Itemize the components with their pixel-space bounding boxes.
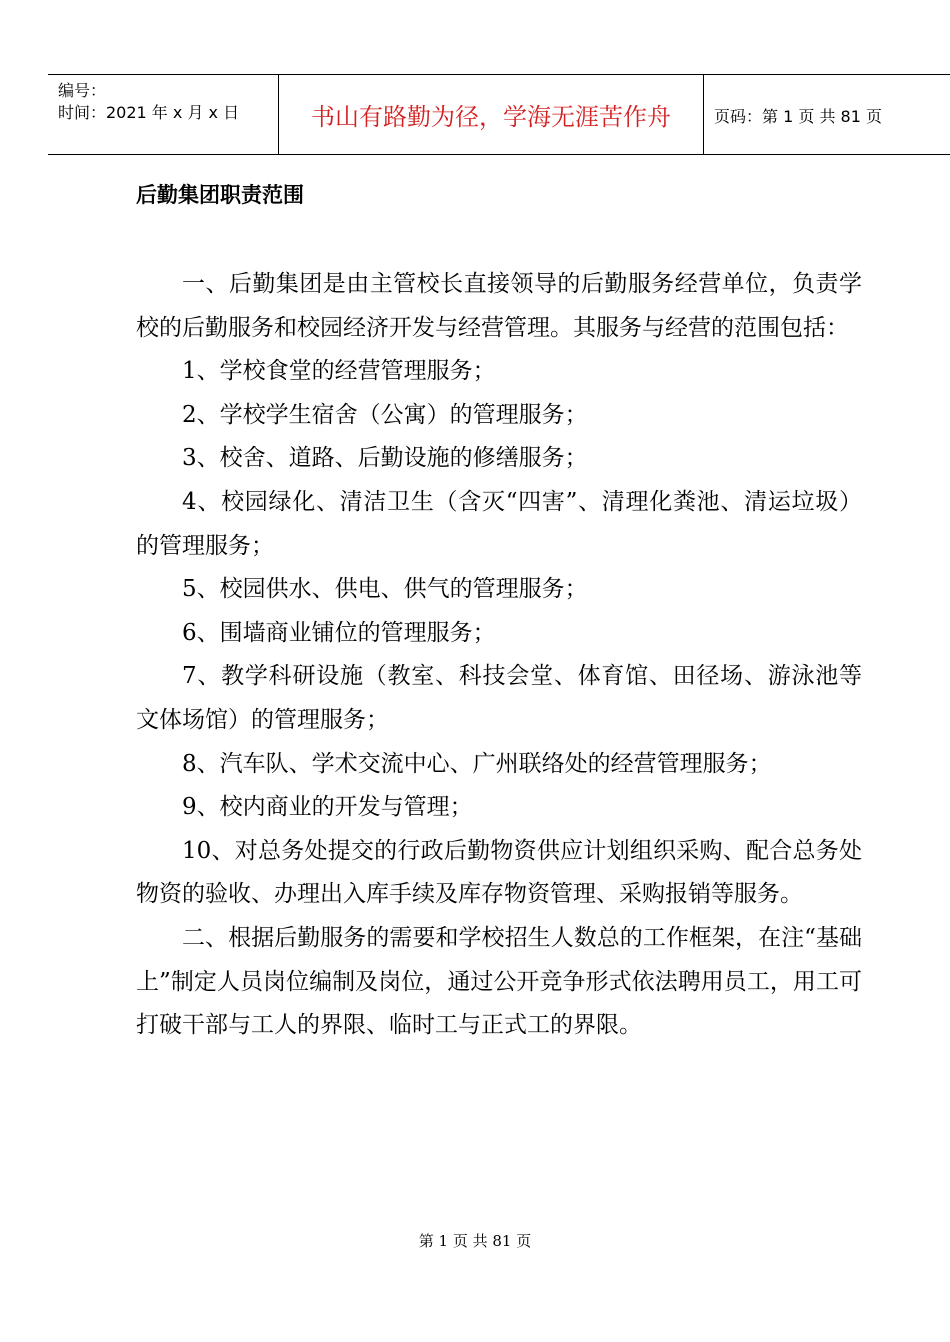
paragraph-intro: 一、后勤集团是由主管校长直接领导的后勤服务经营单位，负责学校的后勤服务和校园经济开发与经营管理。其服务与经营的范围包括： xyxy=(136,271,862,341)
header-motto-cell xyxy=(278,75,704,154)
paragraph-item-8: 8、汽车队、学术交流中心、广州联络处的经营管理服务； xyxy=(182,750,772,777)
motto-text: 书山有路勤为径，学海无涯苦作舟 xyxy=(311,103,671,131)
paragraph-section-2: 二、根据后勤服务的需要和学校招生人数总的工作框架，在注“基础上”制定人员岗位编制及岗位，通过公开竞争形式依法聘用员工，用工可打破干部与工人的界限、临时工与正式工的界限。 xyxy=(136,924,862,1039)
document-date-label: 时间：2021 年 x 月 x 日 xyxy=(58,103,240,122)
paragraph-item-2: 2、学校学生宿舍（公寓）的管理服务； xyxy=(182,401,588,428)
paragraph-item-9: 9、校内商业的开发与管理； xyxy=(182,794,473,821)
paragraph-item-5: 5、校园供水、供电、供气的管理服务； xyxy=(182,576,588,603)
footer-page-number: 第 1 页 共 81 页 xyxy=(418,1232,532,1250)
header-info-cell xyxy=(48,75,278,154)
header-table xyxy=(48,74,950,155)
paragraph-item-10: 10、对总务处提交的行政后勤物资供应计划组织采购、配合总务处物资的验收、办理出入库手续及库存物资管理、采购报销等服务。 xyxy=(136,837,862,908)
paragraph-item-1: 1、学校食堂的经营管理服务； xyxy=(182,358,496,385)
document-body xyxy=(136,263,862,1048)
paragraph-item-7: 7、教学科研设施（教室、科技会堂、体育馆、田径场、游泳池等文体场馆）的管理服务； xyxy=(136,663,862,733)
header-page-cell xyxy=(704,75,950,154)
document-title: 后勤集团职责范围 xyxy=(136,183,304,207)
page-code-label: 页码：第 1 页 共 81 页 xyxy=(714,107,882,126)
paragraph-item-4: 4、校园绿化、清洁卫生（含灭“四害”、清理化粪池、清运垃圾）的管理服务； xyxy=(136,488,862,559)
page-footer xyxy=(0,1231,950,1251)
paragraph-item-3: 3、校舍、道路、后勤设施的修缮服务； xyxy=(182,445,588,472)
paragraph-item-6: 6、围墙商业铺位的管理服务； xyxy=(182,619,496,646)
document-number-label: 编号： xyxy=(58,81,107,100)
